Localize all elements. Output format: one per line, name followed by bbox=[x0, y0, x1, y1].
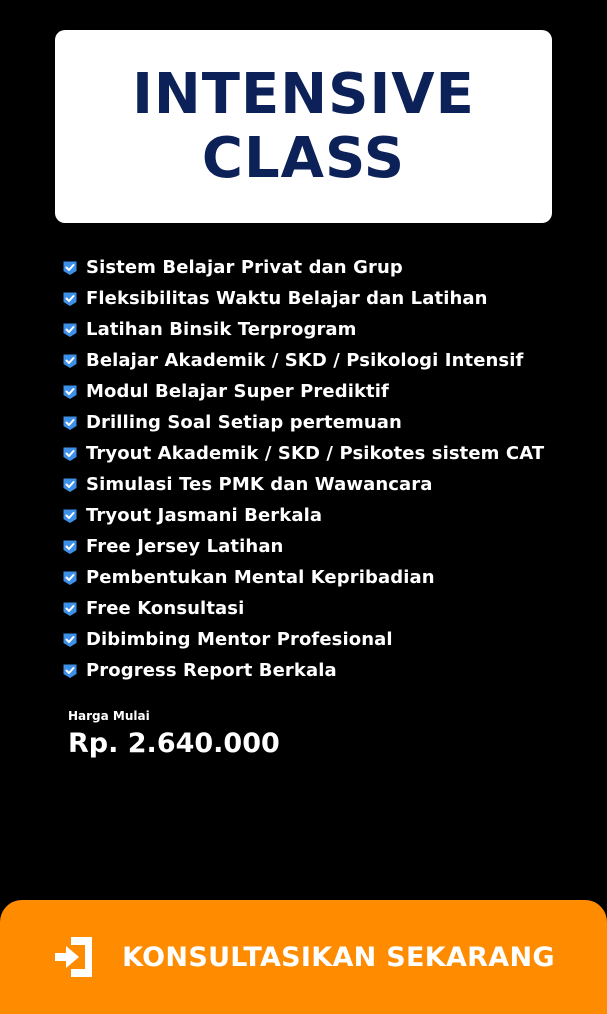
feature-list bbox=[62, 252, 544, 686]
sign-in-icon bbox=[52, 933, 96, 981]
feature-text: Modul Belajar Super Prediktif bbox=[86, 381, 389, 402]
price-value: Rp. 2.640.000 bbox=[68, 728, 280, 759]
feature-item bbox=[62, 376, 544, 407]
feature-text: Sistem Belajar Privat dan Grup bbox=[86, 257, 403, 278]
feature-text: Tryout Jasmani Berkala bbox=[86, 505, 323, 526]
title-card bbox=[55, 30, 552, 223]
cta-label: KONSULTASIKAN SEKARANG bbox=[122, 941, 555, 973]
feature-item bbox=[62, 407, 544, 438]
title-line-1: INTENSIVE bbox=[132, 61, 475, 127]
feature-text: Fleksibilitas Waktu Belajar dan Latihan bbox=[86, 288, 488, 309]
feature-item bbox=[62, 531, 544, 562]
check-badge-icon bbox=[62, 291, 78, 307]
check-badge-icon bbox=[62, 663, 78, 679]
check-badge-icon bbox=[62, 415, 78, 431]
check-badge-icon bbox=[62, 601, 78, 617]
feature-text: Pembentukan Mental Kepribadian bbox=[86, 567, 435, 588]
check-badge-icon bbox=[62, 477, 78, 493]
check-badge-icon bbox=[62, 570, 78, 586]
feature-text: Belajar Akademik / SKD / Psikologi Intensif bbox=[86, 350, 524, 371]
feature-text: Tryout Akademik / SKD / Psikotes sistem CAT bbox=[86, 443, 545, 464]
check-badge-icon bbox=[62, 353, 78, 369]
check-badge-icon bbox=[62, 446, 78, 462]
feature-text: Dibimbing Mentor Profesional bbox=[86, 629, 393, 650]
feature-item bbox=[62, 283, 544, 314]
feature-item bbox=[62, 593, 544, 624]
feature-text: Latihan Binsik Terprogram bbox=[86, 319, 357, 340]
price-label: Harga Mulai bbox=[68, 709, 150, 723]
feature-text: Drilling Soal Setiap pertemuan bbox=[86, 412, 402, 433]
check-badge-icon bbox=[62, 384, 78, 400]
check-badge-icon bbox=[62, 508, 78, 524]
feature-item bbox=[62, 655, 544, 686]
feature-item bbox=[62, 438, 544, 469]
check-badge-icon bbox=[62, 539, 78, 555]
check-badge-icon bbox=[62, 260, 78, 276]
feature-text: Free Jersey Latihan bbox=[86, 536, 284, 557]
feature-item bbox=[62, 624, 544, 655]
consult-now-button[interactable] bbox=[0, 900, 607, 1014]
title-line-2: CLASS bbox=[201, 125, 406, 191]
feature-text: Simulasi Tes PMK dan Wawancara bbox=[86, 474, 433, 495]
check-badge-icon bbox=[62, 632, 78, 648]
feature-item bbox=[62, 252, 544, 283]
feature-item bbox=[62, 469, 544, 500]
feature-item bbox=[62, 500, 544, 531]
feature-text: Free Konsultasi bbox=[86, 598, 245, 619]
feature-item bbox=[62, 345, 544, 376]
feature-item bbox=[62, 314, 544, 345]
check-badge-icon bbox=[62, 322, 78, 338]
feature-text: Progress Report Berkala bbox=[86, 660, 337, 681]
feature-item bbox=[62, 562, 544, 593]
